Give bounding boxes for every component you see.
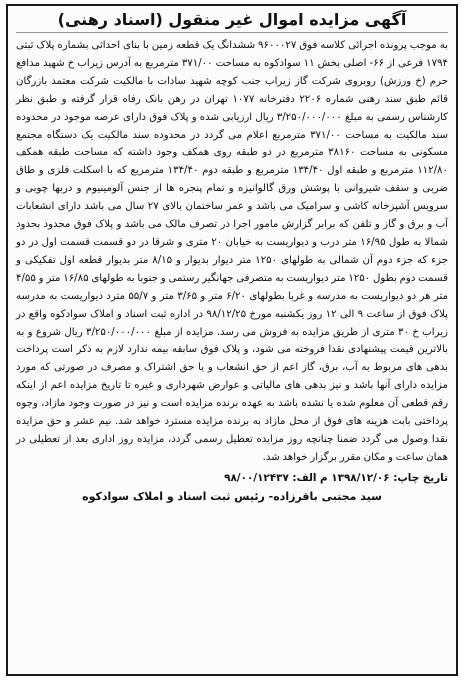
notice-body: به موجب پرونده اجرائی کلاسه فوق ۹۶۰۰۰۲۷ ششدانگ یک قطعه زمین با بنای احداثی بشماره پلاک ثبتی ۱۷۹۴ فرعی از ۶۶- اصلی بخش ۱۱ سوادکوه به مساحت ۳۷۱/۰۰ مترمربع به آدرس زیراب خ شهید مدافع حرم (خ ورزش) روبروی شرکت گاز زیراب جنب کوچه شهید سادات با مالکیت شرکت معتمد بازرگان قائم طبق سند رهنی شماره ۲۲۰۶ دفترخانه ۱۰۷۷ تهران در رهن بانک رفاه قرار گرفته و طبق نظر کارشناس رسمی به مبلغ ۳/۲۵۰/۰۰۰/۰۰۰ ریال ارزیابی شده و پلاک فوق دارای عرصه موجود در محدوده سند مالکیت به مساحت ۳۷۱/۰۰ مترمربع اعلام می گردد در محدوده سند مالکیت یک دستگاه مجتمع مسکونی به مساحت ۳۸۱۶۰ مترمربع در دو طبقه روی همکف وجود داشته که مساحت طبقه همکف ۱۱۲/۸۰ مترمربع و طبقه اول ۱۳۴/۴۰ مترمربع و طبقه دوم ۱۳۴/۴۰ مترمربع که با اسکلت فلزی و طاق ضربی و سقف شیروانی با پوشش ورق گالوانیزه و تمام پنجره ها از جنس آلومینیوم و دربها چوبی و سرویس آشپزخانه کاشی و سرامیک می باشد و عمر ساختمان بالای ۲۷ سال می باشد دارای انشعابات آب و برق و گاز و تلفن که برابر گزارش مامور اجرا در تصرف مالک می باشد و پلاک فوق محدود بحدود شمالا به طول ۱۶/۹۵ متر درب و دیواریست به خیابان ۲۰ متری و شرقا در دو قسمت قسمت اول در دو جزء که جزء دوم آن شمالی به طولهای ۱۲۵۰ متر دیوار بدیوار و ۸/۱۵ متر بدیوار قطعه اول تفکیکی و قسمت دوم بطول ۱۲۵۰ متر دیواریست به متصرفی جهانگیر رستمی و جنوبا به طولهای ۱۶/۸۵ متر و ۴/۵۵ متر هر دو دیواریست به مدرسه و غربا بطولهای ۶/۲۰ متر و ۳/۶۵ متر و ۵۵/۷ مترد دیواریست به مدرسه پلاک فوق از ساعت ۹ الی ۱۲ روز یکشنبه مورخ ۹۸/۱۲/۲۵ در اداره ثبت اسناد و املاک سوادکوه واقع در زیراب خ ۳۰ متری از طریق مزایده به فروش می رسد. مزایده از مبلغ ۳/۲۵۰/۰۰۰/۰۰۰ ریال شروع و به بالاترین قیمت پیشنهادی نقدا فروخته می شود، و پلاک فوق سابقه بیمه ندارد لازم به ذکر است پرداخت بدهی های مربوط به آب، برق، گاز اعم از حق انشعاب و یا حق اشتراک و مصرف در صورتی که مورد مزایده دارای آنها باشد و نیز بدهی های مالیاتی و عوارض شهرداری و غیره تا تاریخ مزایده اعم از اینکه رقم قطعی آن معلوم شده یا نشده باشد به عهده برنده مزایده است و نیز در صورت وجود مازاد، وجوه پرداختی بابت هزینه های فوق از محل مازاد به برنده مزایده مسترد خواهد شد. نیم عشر و حق مزایده نقدا وصول می گردد ضمنا چنانچه روز مزایده تعطیل رسمی گردد، مزایده روز اداری بعد از تعطیلی در همان ساعت و مکان مقرر برگزار خواهد شد. — [16, 40, 449, 463]
signature-line: سید مجتبی باقرزاده- رئیس ثبت اسناد و املاک سوادکوه — [82, 489, 382, 503]
notice-title: آگهی مزایده اموال غیر منقول (اسناد رهنی) — [16, 10, 448, 33]
print-date-line: تاریخ چاپ: ۱۳۹۸/۱۲/۰۶ م الف: ۹۸/۰۰/۱۲۴۳۷ — [224, 471, 448, 484]
legal-notice — [6, 4, 458, 676]
